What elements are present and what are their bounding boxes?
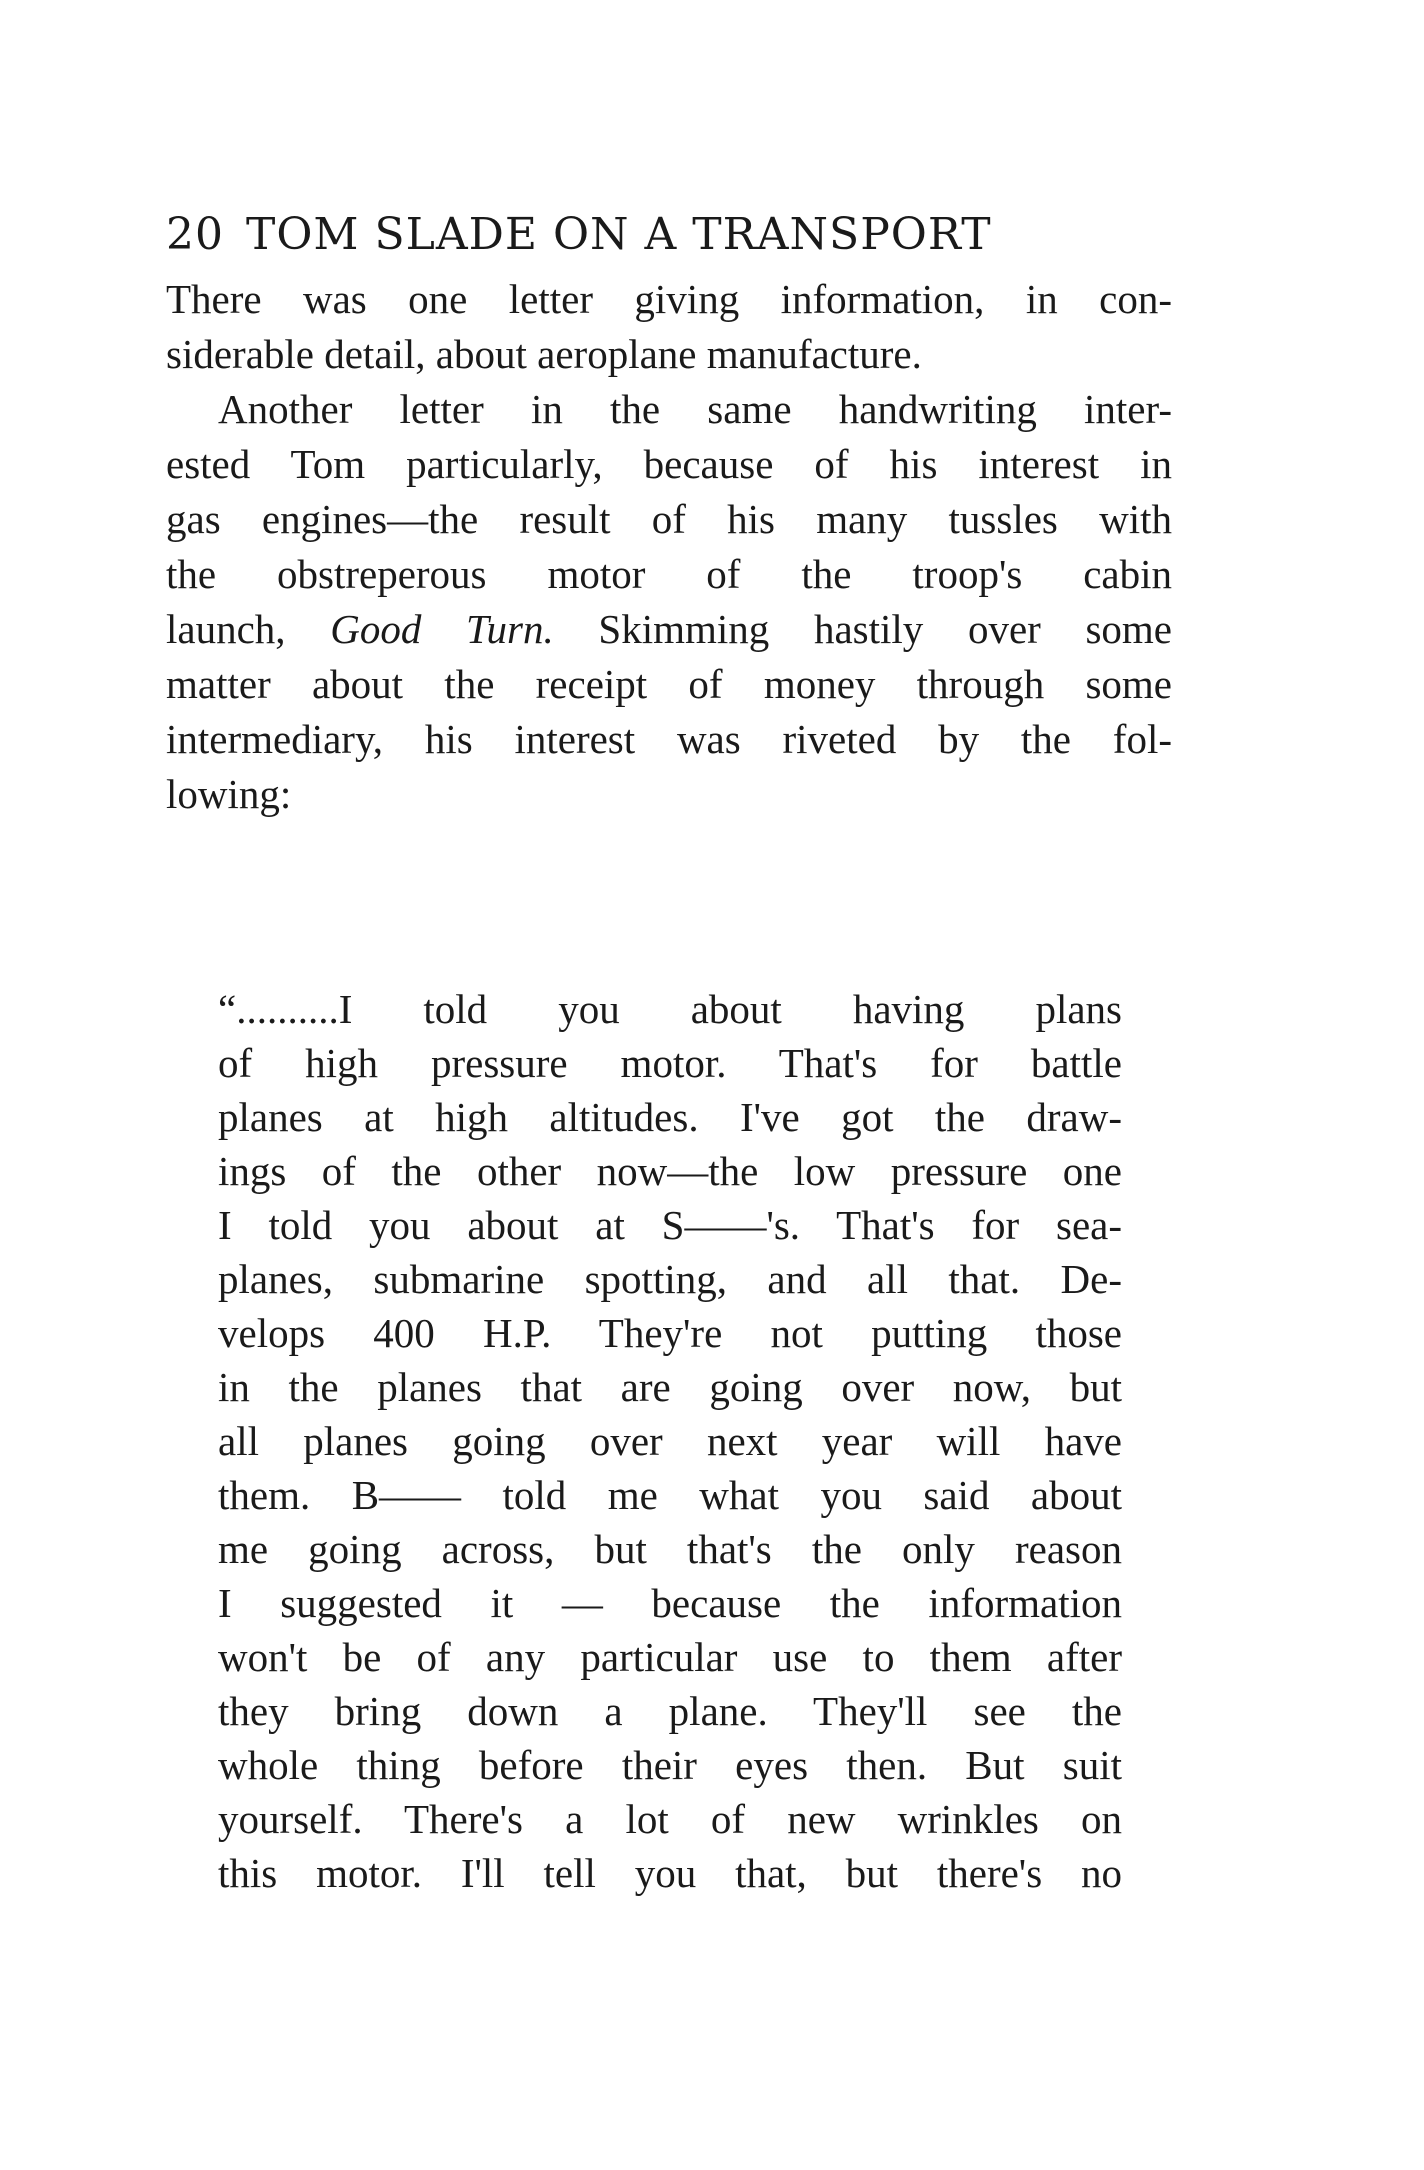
paragraph-2-line-3: gas engines—the result of his many tussles with — [166, 496, 1172, 542]
paragraph-2-line-1: Another letter in the same handwriting inter- — [218, 386, 1172, 432]
paragraph-2-line-6: matter about the receipt of money through some — [166, 661, 1172, 707]
quote-line-3: planes at high altitudes. I've got the draw- — [218, 1094, 1122, 1140]
quote-line-4: ings of the other now—the low pressure one — [218, 1148, 1122, 1194]
paragraph-2-line-7: intermediary, his interest was riveted by the fol- — [166, 716, 1172, 762]
quote-line-14: they bring down a plane. They'll see the — [218, 1688, 1122, 1734]
quote-line-16: yourself. There's a lot of new wrinkles on — [218, 1796, 1122, 1842]
quote-line-9: all planes going over next year will have — [218, 1418, 1122, 1464]
quote-line-6: planes, submarine spotting, and all that. De- — [218, 1256, 1122, 1302]
quote-line-17: this motor. I'll tell you that, but there's no — [218, 1850, 1122, 1896]
page-number: 20 — [166, 209, 224, 260]
paragraph-2-line-5 — [166, 602, 1172, 657]
quote-line-11: me going across, but that's the only reason — [218, 1526, 1122, 1572]
quote-line-10: them. B—— told me what you said about — [218, 1472, 1122, 1518]
boat-name-italic: Good Turn. — [330, 606, 554, 652]
running-title: TOM SLADE ON A TRANSPORT — [246, 209, 992, 260]
quote-line-8: in the planes that are going over now, but — [218, 1364, 1122, 1410]
paragraph-2-line-4: the obstreperous motor of the troop's cabin — [166, 551, 1172, 597]
quote-line-7: velops 400 H.P. They're not putting those — [218, 1310, 1122, 1356]
quote-line-15: whole thing before their eyes then. But suit — [218, 1742, 1122, 1788]
launch-line-before: launch, — [166, 606, 331, 652]
paragraph-2-line-2: ested Tom particularly, because of his interest in — [166, 441, 1172, 487]
paragraph-1-line-2: siderable detail, about aeroplane manufacture. — [166, 331, 922, 377]
quote-line-2: of high pressure motor. That's for battle — [218, 1040, 1122, 1086]
paragraph-2-line-8: lowing: — [166, 771, 292, 817]
quote-line-13: won't be of any particular use to them after — [218, 1634, 1122, 1680]
paragraph-1-line-1: There was one letter giving information, in con- — [166, 276, 1172, 322]
quote-line-1: “..........I told you about having plans — [218, 986, 1122, 1032]
running-header — [166, 205, 1166, 265]
quote-line-12: I suggested it — because the information — [218, 1580, 1122, 1626]
launch-line-after: Skimming hastily over some — [553, 606, 1173, 652]
quote-line-5: I told you about at S——'s. That's for sea- — [218, 1202, 1122, 1248]
